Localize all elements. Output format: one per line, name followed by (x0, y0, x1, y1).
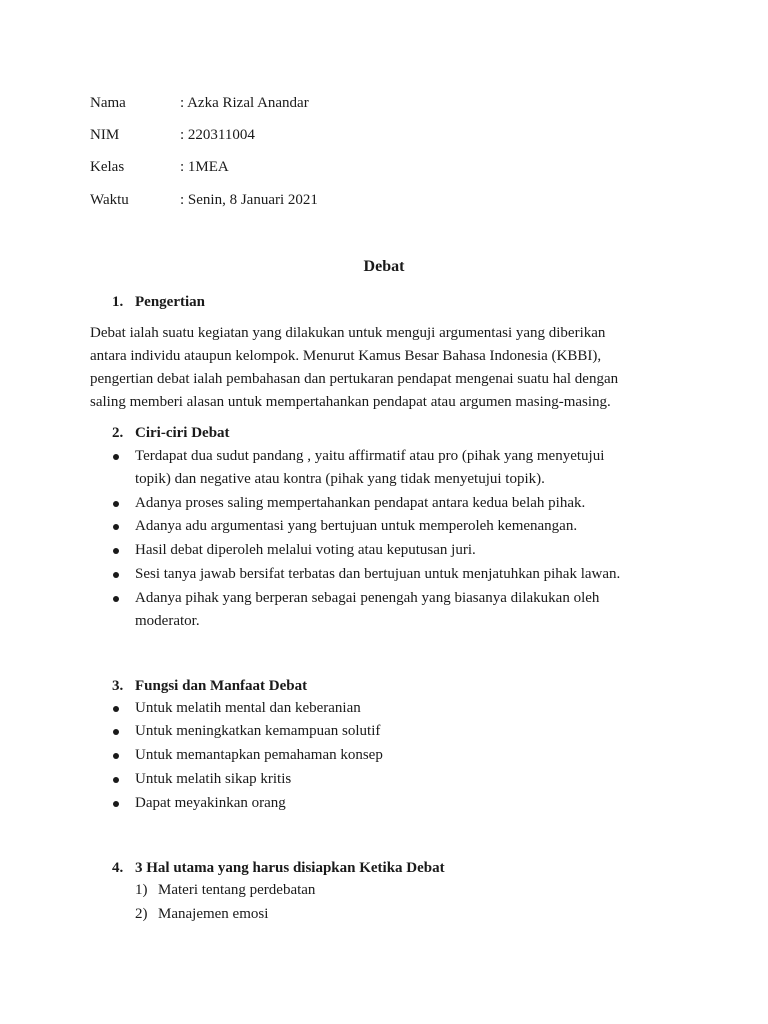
list-item-text: Hasil debat diperoleh melalui voting atau keputusan juri. (135, 542, 476, 558)
info-value: : 220311004 (180, 127, 255, 143)
list-item-text: moderator. (135, 613, 200, 629)
info-label: Waktu (90, 192, 129, 208)
section-number: 4. (112, 860, 124, 876)
list-item-text: Sesi tanya jawab bersifat terbatas dan bertujuan untuk menjatuhkan pihak lawan. (135, 566, 621, 582)
list-item-text: Adanya adu argumentasi yang bertujuan untuk memperoleh kemenangan. (135, 518, 578, 534)
info-label: Kelas (90, 159, 125, 175)
list-item-text: topik) dan negative atau kontra (pihak yang tidak menyetujui topik). (135, 471, 545, 487)
section-title: Ciri-ciri Debat (135, 425, 230, 441)
section-title: 3 Hal utama yang harus disiapkan Ketika Debat (135, 860, 445, 876)
definition-paragraph (90, 322, 680, 414)
info-value: : Azka Rizal Anandar (180, 95, 309, 111)
paragraph-line: saling memberi alasan untuk mempertahankan pendapat atau argumen masing-masing. (90, 394, 611, 410)
list-item-text: Dapat meyakinkan orang (135, 795, 286, 811)
list-item-text: Materi tentang perdebatan (158, 882, 316, 898)
list-item-text: Untuk meningkatkan kemampuan solutif (135, 723, 381, 739)
section-number: 3. (112, 678, 124, 694)
list-item-text: Terdapat dua sudut pandang , yaitu affirmatif atau pro (pihak yang menyetujui (135, 448, 605, 464)
list-item-text: Untuk memantapkan pemahaman konsep (135, 747, 383, 763)
list-item-text: Adanya proses saling mempertahankan pendapat antara kedua belah pihak. (135, 495, 586, 511)
document-title: Debat (363, 258, 405, 275)
list-item-text: Manajemen emosi (158, 906, 269, 922)
list-item-text: Untuk melatih sikap kritis (135, 771, 292, 787)
list-item-number: 2) (135, 906, 148, 922)
section-number: 1. (112, 294, 124, 310)
list-item-number: 1) (135, 882, 148, 898)
section-title: Pengertian (135, 294, 205, 310)
info-value: : Senin, 8 Januari 2021 (180, 192, 318, 208)
paragraph-line: Debat ialah suatu kegiatan yang dilakukan untuk menguji argumentasi yang diberikan (90, 325, 606, 341)
info-label: Nama (90, 95, 126, 111)
section-title: Fungsi dan Manfaat Debat (135, 678, 308, 694)
list-item-text: Untuk melatih mental dan keberanian (135, 700, 361, 716)
list-item-text: Adanya pihak yang berperan sebagai penengah yang biasanya dilakukan oleh (135, 590, 600, 606)
section-number: 2. (112, 425, 124, 441)
info-value: : 1MEA (180, 159, 229, 175)
info-label: NIM (90, 127, 120, 143)
paragraph-line: pengertian debat ialah pembahasan dan pertukaran pendapat mengenai suatu hal dengan (90, 371, 619, 387)
paragraph-line: antara individu ataupun kelompok. Menurut Kamus Besar Bahasa Indonesia (KBBI), (90, 348, 602, 364)
